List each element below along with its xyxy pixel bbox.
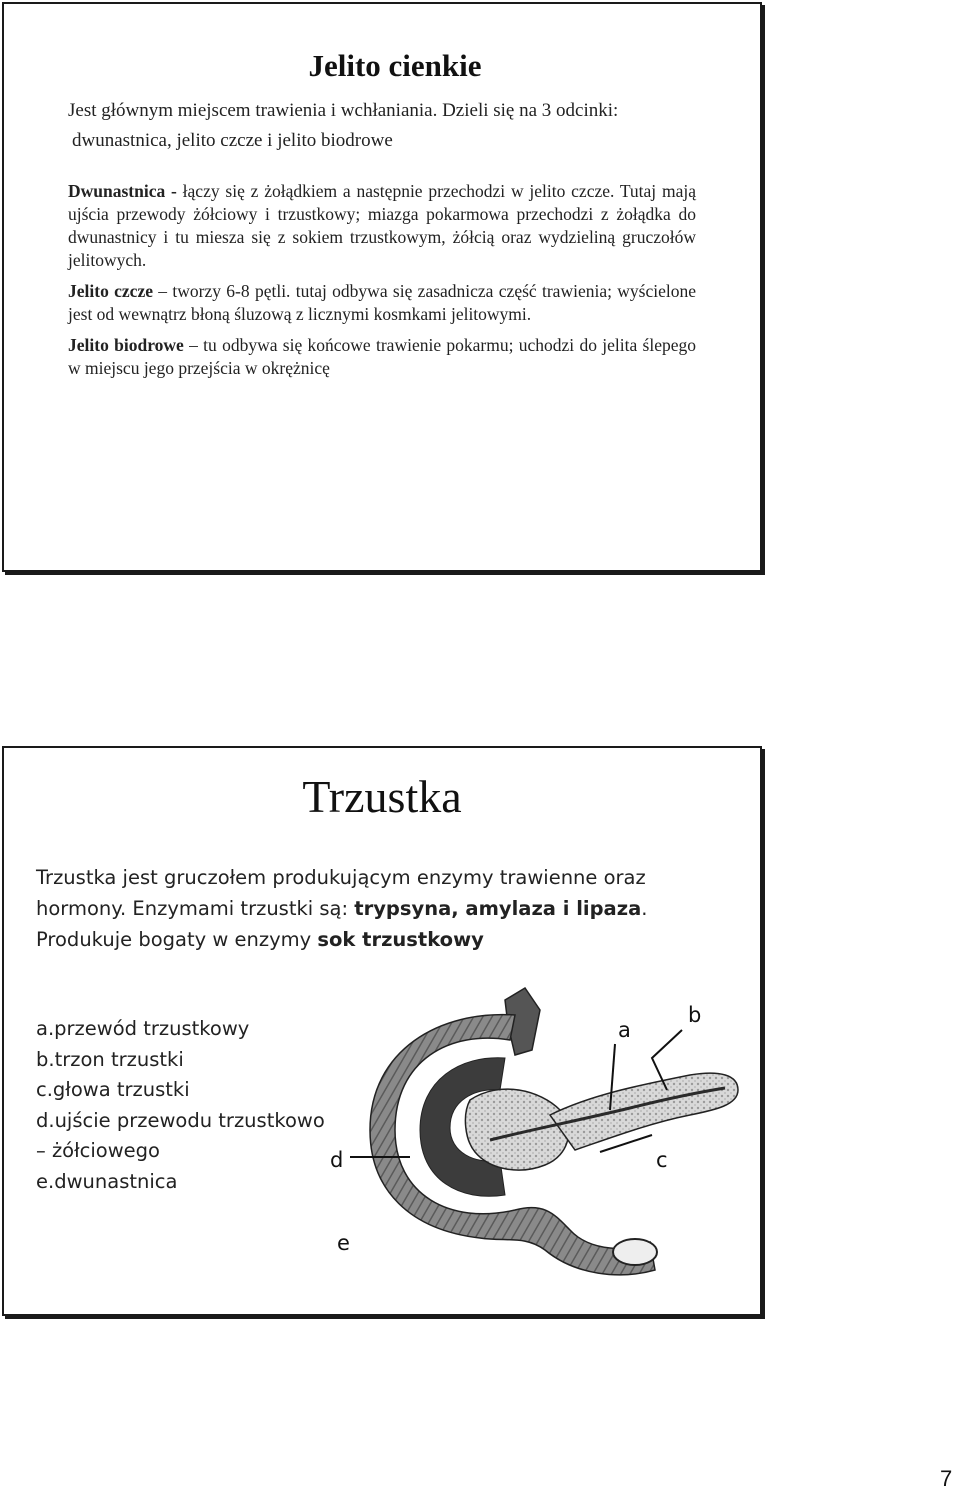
text-jelito-biodrowe: – tu odbywa się końcowe trawienie pokarmu; uchodzi do jelita ślepego w miejscu jego przejścia w okrężnicę bbox=[68, 335, 696, 378]
term-dwunastnica: Dwunastnica - bbox=[68, 181, 177, 201]
label-d: d bbox=[330, 1148, 344, 1172]
legend-item: a.przewód trzustkowy bbox=[36, 1017, 250, 1040]
enzymes-bold: trypsyna, amylaza i lipaza bbox=[354, 897, 642, 920]
slide2-title: Trzustka bbox=[302, 771, 462, 822]
pancreas-head-shape bbox=[465, 1089, 568, 1170]
text-part-a: Trzustka jest gruczołem produkującym enzymy trawienne oraz hormony. Enzymami trzustki są: bbox=[36, 866, 646, 920]
jejunum-opening-shape bbox=[613, 1239, 657, 1265]
page-number: 7 bbox=[940, 1466, 953, 1491]
intro-line-1: Jest głównym miejscem trawienia i wchłaniania. Dzieli się na 3 odcinki: bbox=[68, 100, 619, 121]
slide2-text bbox=[36, 862, 736, 955]
legend-item: b.trzon trzustki bbox=[36, 1047, 184, 1071]
slide1-intro bbox=[68, 96, 708, 156]
term-jelito-biodrowe: Jelito biodrowe bbox=[68, 335, 184, 355]
pancreas-diagram bbox=[300, 980, 740, 1280]
juice-bold: sok trzustkowy bbox=[317, 928, 484, 951]
slide1-body bbox=[68, 180, 696, 388]
paragraph-jelito-biodrowe bbox=[68, 334, 696, 380]
legend-item: c.głowa trzustki bbox=[36, 1078, 190, 1101]
label-c: c bbox=[656, 1148, 668, 1172]
legend-item: d.ujście przewodu trzustkowo – żółciowego bbox=[36, 1108, 325, 1162]
text-jelito-czcze: – tworzy 6-8 pętli. tutaj odbywa się zasadnicza część trawienia; wyścielone jest od wewnątrz błoną śluzową z licznymi kosmkami jelitowymi. bbox=[68, 281, 696, 324]
slide1-title: Jelito cienkie bbox=[308, 48, 482, 83]
term-jelito-czcze: Jelito czcze bbox=[68, 281, 153, 301]
intro-line-2: dwunastnica, jelito czcze i jelito biodrowe bbox=[72, 130, 393, 151]
label-e: e bbox=[337, 1231, 350, 1255]
text-part-b: . Produkuje bogaty w enzymy bbox=[36, 897, 648, 951]
paragraph-dwunastnica bbox=[68, 180, 696, 272]
label-b: b bbox=[688, 1003, 702, 1027]
label-a: a bbox=[618, 1018, 631, 1042]
paragraph-jelito-czcze bbox=[68, 280, 696, 326]
legend-item: e.dwunastnica bbox=[36, 1169, 178, 1193]
text-dwunastnica: łączy się z żołądkiem a następnie przechodzi w jelito czcze. Tutaj mają ujścia przewody żółciowy i trzustkowy; miazga pokarmowa przechodzi z żołądka do dwunastnicy i tu miesza się z sokiem trzustkowym, żółcią oraz wydzieliną gruczołów jelitowych. bbox=[68, 181, 696, 270]
legend-list bbox=[36, 1014, 336, 1197]
